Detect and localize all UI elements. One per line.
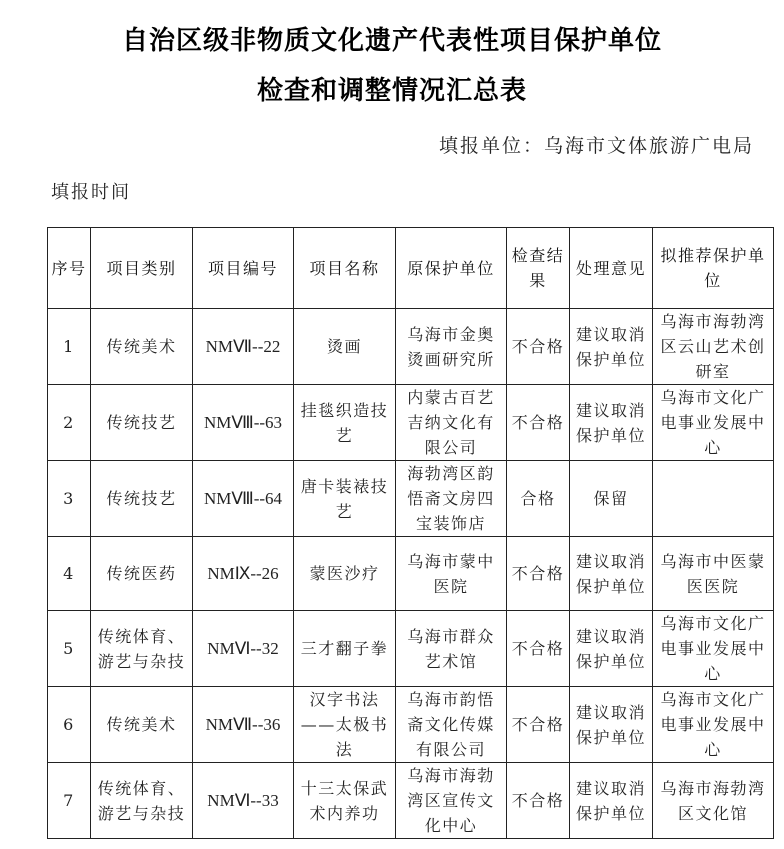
cell-recommended-unit: 乌海市文化广电事业发展中心 [653,687,774,763]
cell-project-name: 十三太保武术内养功 [294,763,396,839]
cell-original-unit: 海勃湾区韵悟斋文房四宝装饰店 [396,461,507,537]
cell-recommended-unit: 乌海市海勃湾区云山艺术创研室 [653,309,774,385]
header-check-result: 检查结果 [507,228,570,309]
cell-original-unit: 乌海市金奥烫画研究所 [396,309,507,385]
cell-project-name: 汉字书法——太极书法 [294,687,396,763]
cell-original-unit: 乌海市蒙中医院 [396,537,507,611]
summary-table [47,227,774,839]
cell-check-result: 不合格 [507,687,570,763]
cell-code: NMⅥ--32 [193,611,294,687]
cell-original-unit: 内蒙古百艺吉纳文化有限公司 [396,385,507,461]
table-row [48,537,774,611]
cell-opinion: 建议取消保护单位 [570,385,653,461]
table-row [48,763,774,839]
cell-category: 传统技艺 [91,385,193,461]
cell-opinion: 保留 [570,461,653,537]
fill-unit-label: 填报单位：乌海市文体旅游广电局 [438,135,754,157]
page-subtitle: 检查和调整情况汇总表 [256,76,527,106]
header-code: 项目编号 [193,228,294,309]
header-original-unit: 原保护单位 [396,228,507,309]
cell-code: NMⅦ--36 [193,687,294,763]
header-index: 序号 [48,228,91,309]
cell-project-name: 蒙医沙疗 [294,537,396,611]
table-row [48,461,774,537]
cell-code: NMⅦ--22 [193,309,294,385]
cell-recommended-unit: 乌海市文化广电事业发展中心 [653,385,774,461]
cell-recommended-unit: 乌海市中医蒙医医院 [653,537,774,611]
cell-index: 4 [48,537,91,611]
cell-recommended-unit: 乌海市海勃湾区文化馆 [653,763,774,839]
cell-check-result: 合格 [507,461,570,537]
table-row [48,385,774,461]
cell-index: 6 [48,687,91,763]
cell-code: NMⅨ--26 [193,537,294,611]
cell-opinion: 建议取消保护单位 [570,611,653,687]
cell-opinion: 建议取消保护单位 [570,763,653,839]
fill-time-label: 填报时间 [51,182,131,203]
cell-check-result: 不合格 [507,611,570,687]
cell-category: 传统技艺 [91,461,193,537]
cell-code: NMⅧ--64 [193,461,294,537]
cell-original-unit: 乌海市群众艺术馆 [396,611,507,687]
header-project-name: 项目名称 [294,228,396,309]
cell-code: NMⅥ--33 [193,763,294,839]
cell-index: 3 [48,461,91,537]
table-row [48,611,774,687]
cell-index: 1 [48,309,91,385]
cell-check-result: 不合格 [507,537,570,611]
cell-project-name: 唐卡装裱技艺 [294,461,396,537]
cell-index: 2 [48,385,91,461]
cell-check-result: 不合格 [507,385,570,461]
table-row [48,687,774,763]
cell-category: 传统美术 [91,687,193,763]
cell-category: 传统医药 [91,537,193,611]
cell-original-unit: 乌海市海勃湾区宣传文化中心 [396,763,507,839]
cell-project-name: 烫画 [294,309,396,385]
cell-project-name: 三才翻子拳 [294,611,396,687]
cell-check-result: 不合格 [507,763,570,839]
cell-opinion: 建议取消保护单位 [570,309,653,385]
table-header-row [48,228,774,309]
table-row [48,309,774,385]
cell-check-result: 不合格 [507,309,570,385]
cell-index: 7 [48,763,91,839]
cell-index: 5 [48,611,91,687]
cell-category: 传统体育、游艺与杂技 [91,763,193,839]
cell-recommended-unit [653,461,774,537]
cell-opinion: 建议取消保护单位 [570,687,653,763]
header-opinion: 处理意见 [570,228,653,309]
page-title: 自治区级非物质文化遗产代表性项目保护单位 [121,26,662,56]
cell-code: NMⅧ--63 [193,385,294,461]
header-recommended-unit: 拟推荐保护单位 [653,228,774,309]
cell-opinion: 建议取消保护单位 [570,537,653,611]
header-category: 项目类别 [91,228,193,309]
cell-category: 传统体育、游艺与杂技 [91,611,193,687]
cell-project-name: 挂毯织造技艺 [294,385,396,461]
cell-original-unit: 乌海市韵悟斋文化传媒有限公司 [396,687,507,763]
cell-recommended-unit: 乌海市文化广电事业发展中心 [653,611,774,687]
cell-category: 传统美术 [91,309,193,385]
